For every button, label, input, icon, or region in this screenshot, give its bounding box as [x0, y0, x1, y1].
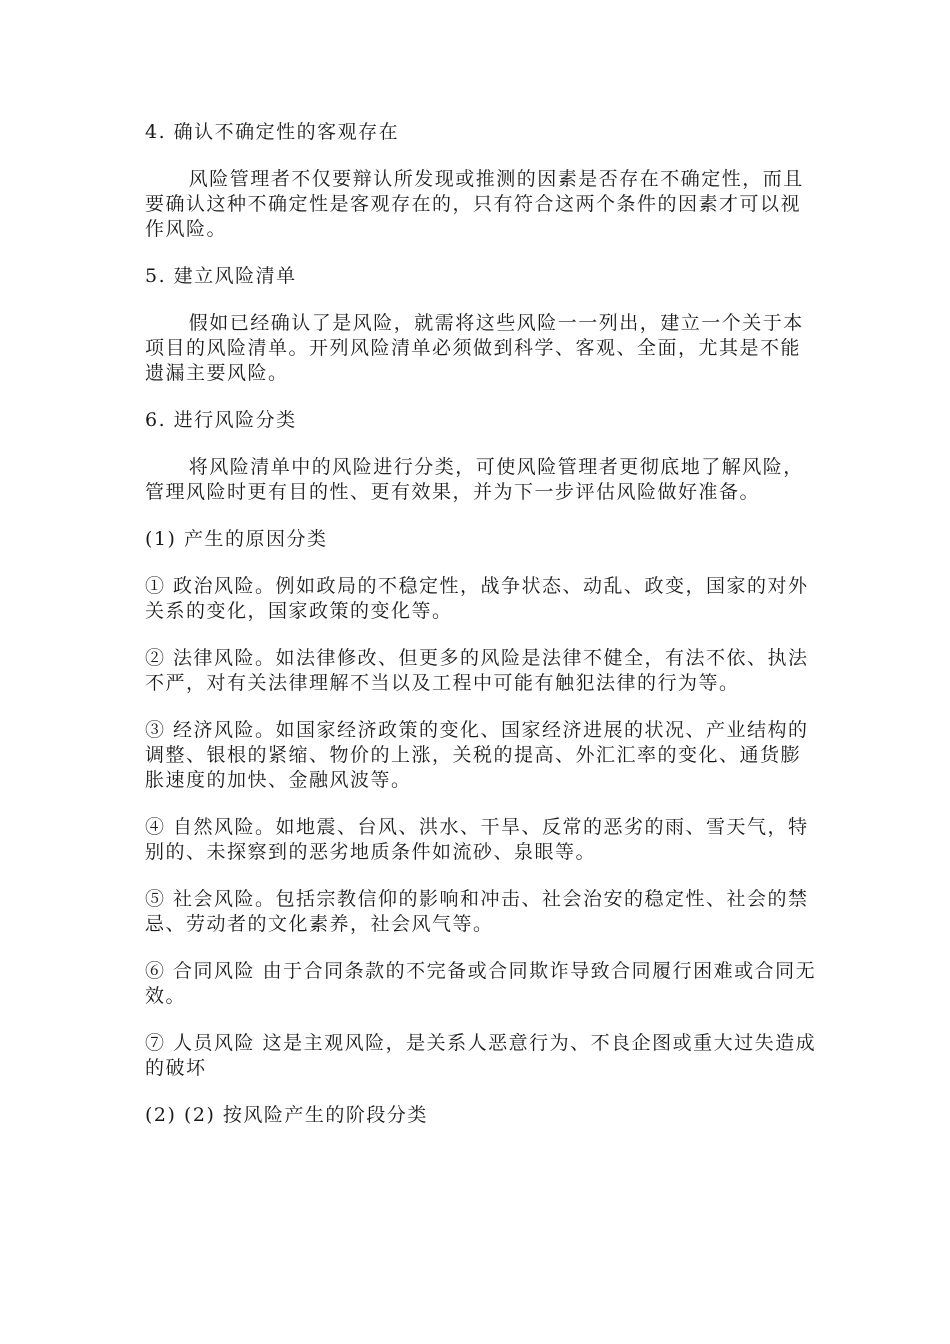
section-paragraph: 将风险清单中的风险进行分类，可使风险管理者更彻底地了解风险，管理风险时更有目的性、更有效果，并为下一步评估风险做好准备。 [145, 456, 804, 503]
section-paragraph: 风险管理者不仅要辩认所发现或推测的因素是否存在不确定性，而且要确认这种不确定性是客观存在的，只有符合这两个条件的因素才可以视作风险。 [145, 168, 804, 240]
list-item: ⑤ 社会风险。包括宗教信仰的影响和冲击、社会治安的稳定性、社会的禁忌、劳动者的文化素养，社会风气等。 [145, 888, 809, 935]
list-item: ③ 经济风险。如国家经济政策的变化、国家经济进展的状况、产业结构的调整、银根的紧缩、物价的上涨，关税的提高、外汇汇率的变化、通货膨胀速度的加快、金融风波等。 [145, 719, 809, 791]
section-heading: 5. 建立风险清单 [145, 265, 297, 287]
list-item: ④ 自然风险。如地震、台风、洪水、干旱、反常的恶劣的雨、雪天气，特别的、未探察到的恶劣地质条件如流砂、泉眼等。 [145, 816, 809, 863]
document-body [145, 120, 820, 1150]
list-item: ⑥ 合同风险 由于合同条款的不完备或合同欺诈导致合同履行困难或合同无效。 [145, 960, 817, 1007]
section-paragraph: 假如已经确认了是风险，就需将这些风险一一列出，建立一个关于本项目的风险清单。开列风险清单必须做到科学、客观、全面，尤其是不能遗漏主要风险。 [145, 312, 804, 384]
section-heading: 6. 进行风险分类 [145, 409, 297, 431]
list-item: ① 政治风险。例如政局的不稳定性，战争状态、动乱、政变，国家的对外关系的变化，国家政策的变化等。 [145, 575, 809, 622]
list-item: ② 法律风险。如法律修改、但更多的风险是法律不健全，有法不依、执法不严，对有关法律理解不当以及工程中可能有触犯法律的行为等。 [145, 647, 809, 694]
subheading: (1) 产生的原因分类 [145, 528, 328, 550]
subheading: (2) (2) 按风险产生的阶段分类 [145, 1104, 428, 1126]
section-heading: 4. 确认不确定性的客观存在 [145, 121, 400, 143]
list-item: ⑦ 人员风险 这是主观风险，是关系人恶意行为、不良企图或重大过失造成的破坏 [145, 1032, 817, 1079]
